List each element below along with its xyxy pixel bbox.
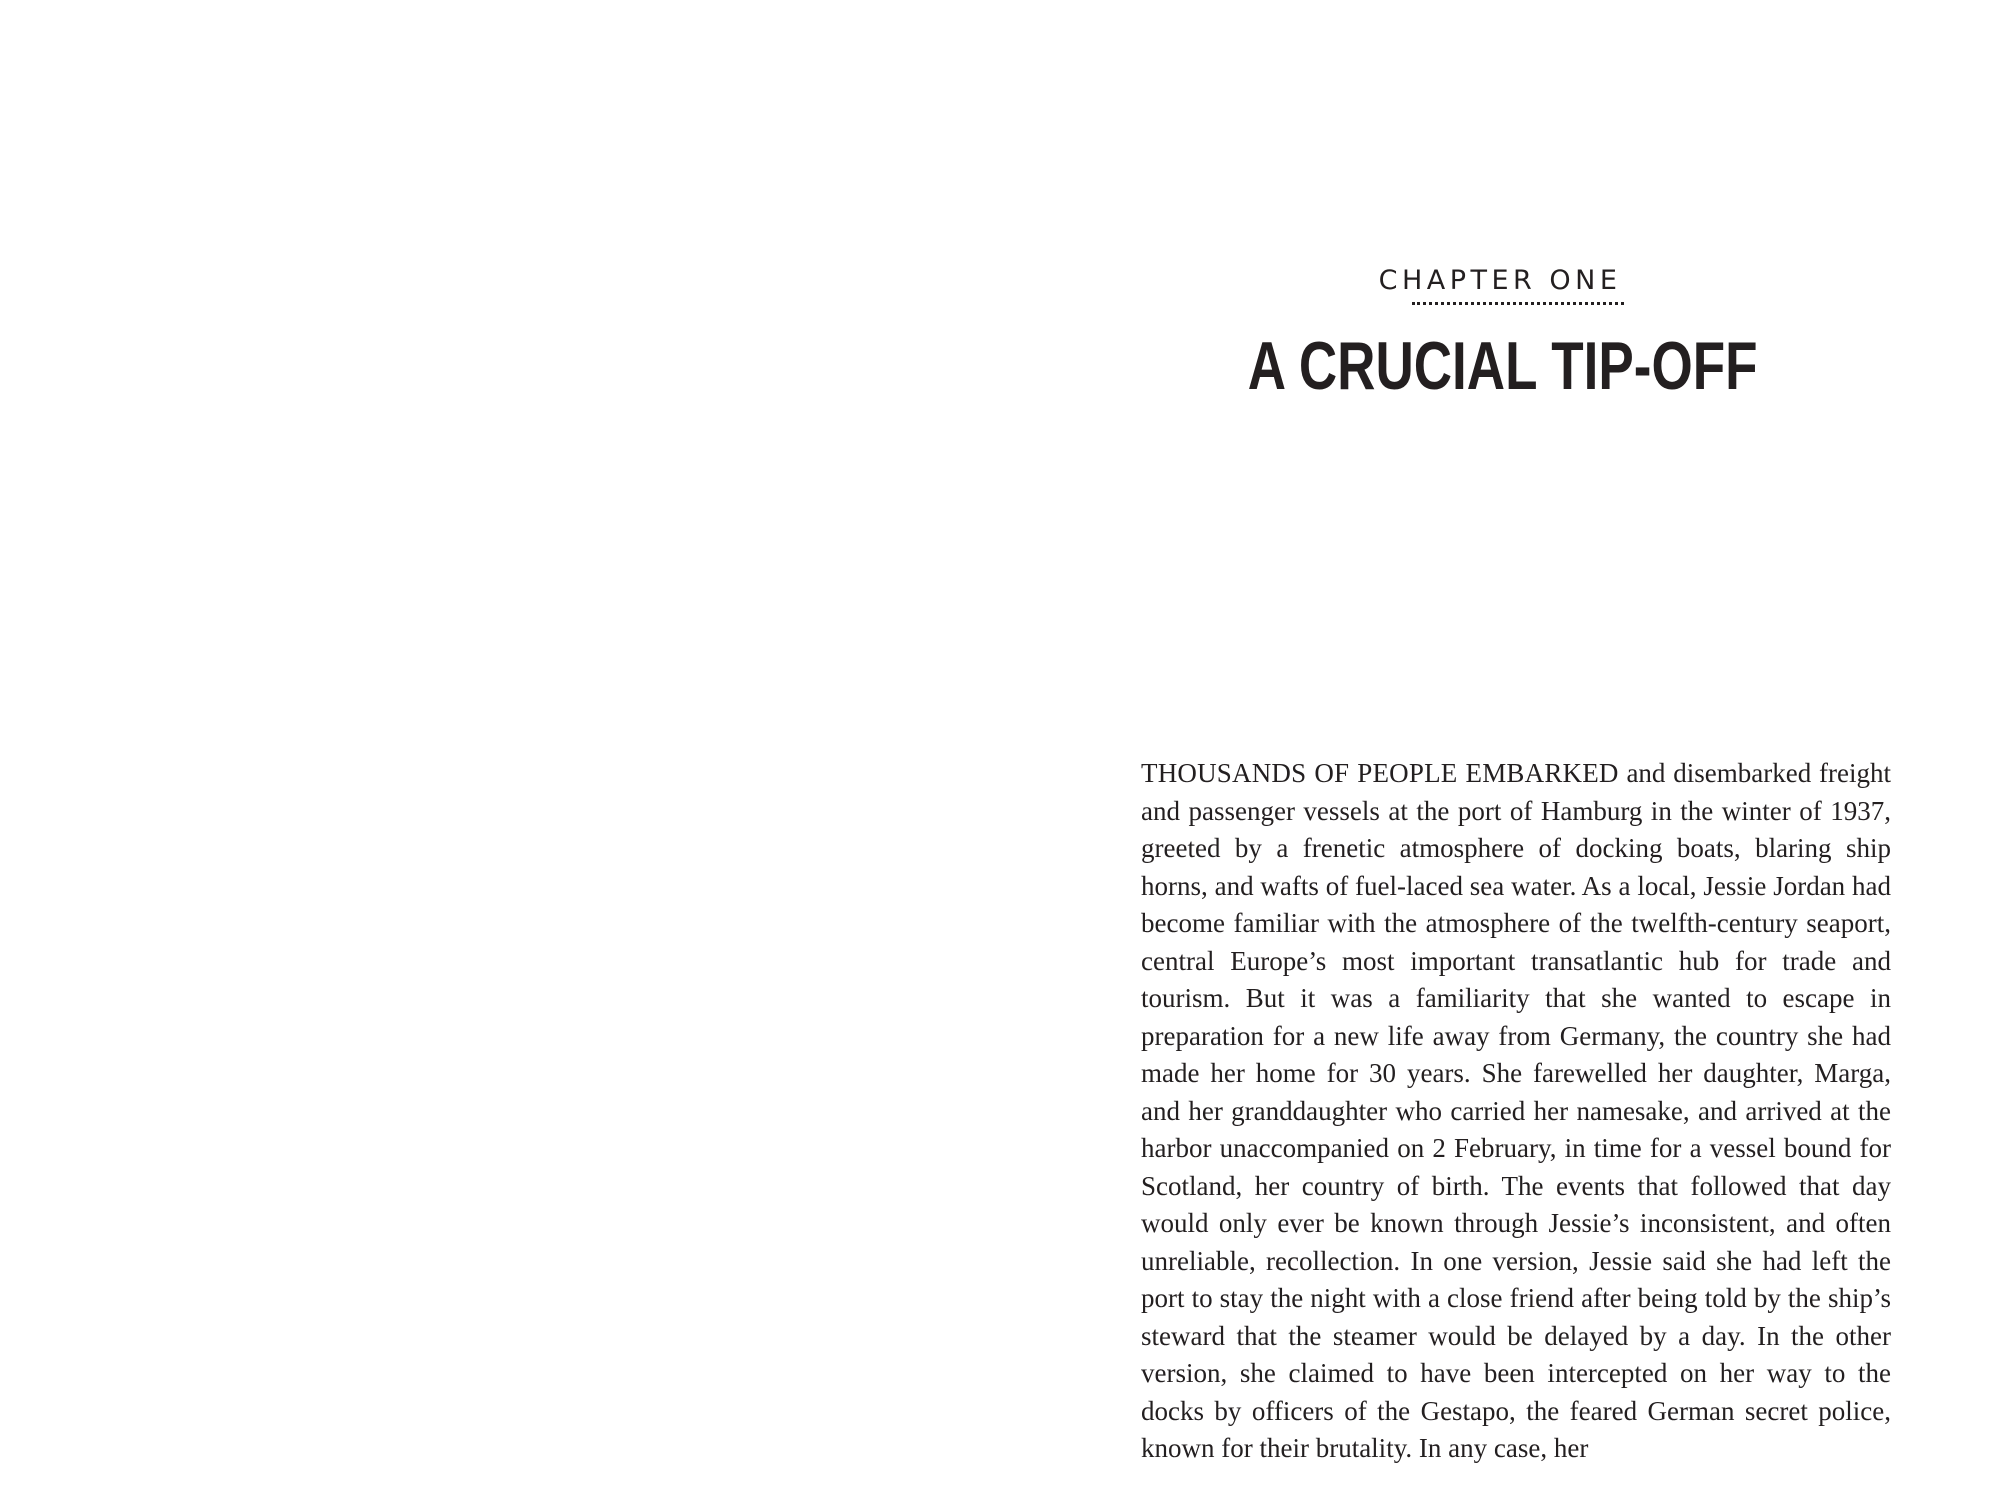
chapter-label: CHAPTER ONE bbox=[1378, 265, 1622, 296]
chapter-dotted-rule bbox=[1412, 302, 1624, 305]
body-paragraph bbox=[1141, 755, 1891, 1468]
right-page bbox=[1000, 0, 2000, 1500]
lead-in-small-caps: THOUSANDS OF PEOPLE EMBARKED bbox=[1141, 758, 1619, 788]
body-text: and disembarked freight and passenger vessels at the port of Hamburg in the winter of 1937, greeted by a frenetic atmosphere of docking boats, blaring ship horns, and wafts of fuel-laced sea water. As a local, Jessie Jordan had become familiar with the atmosphere of the twelfth-century seaport, central Europe’s most important transatlantic hub for trade and tourism. But it was a familiarity that she wanted to escape in preparation for a new life away from Germany, the country she had made her home for 30 years. She farewelled her daughter, Marga, and her granddaughter who carried her namesake, and arrived at the harbor unaccompanied on 2 February, in time for a vessel bound for Scotland, her country of birth. The events that followed that day would only ever be known through Jessie’s inconsistent, and often unreliable, recollection. In one version, Jessie said she had left the port to stay the night with a close friend after being told by the ship’s steward that the steamer would be delayed by a day. In the other version, she claimed to have been intercepted on her way to the docks by officers of the Gestapo, the feared German secret police, known for their brutality. In any case, her bbox=[1141, 758, 1892, 1463]
chapter-title: A CRUCIAL TIP-OFF bbox=[1247, 328, 1758, 404]
